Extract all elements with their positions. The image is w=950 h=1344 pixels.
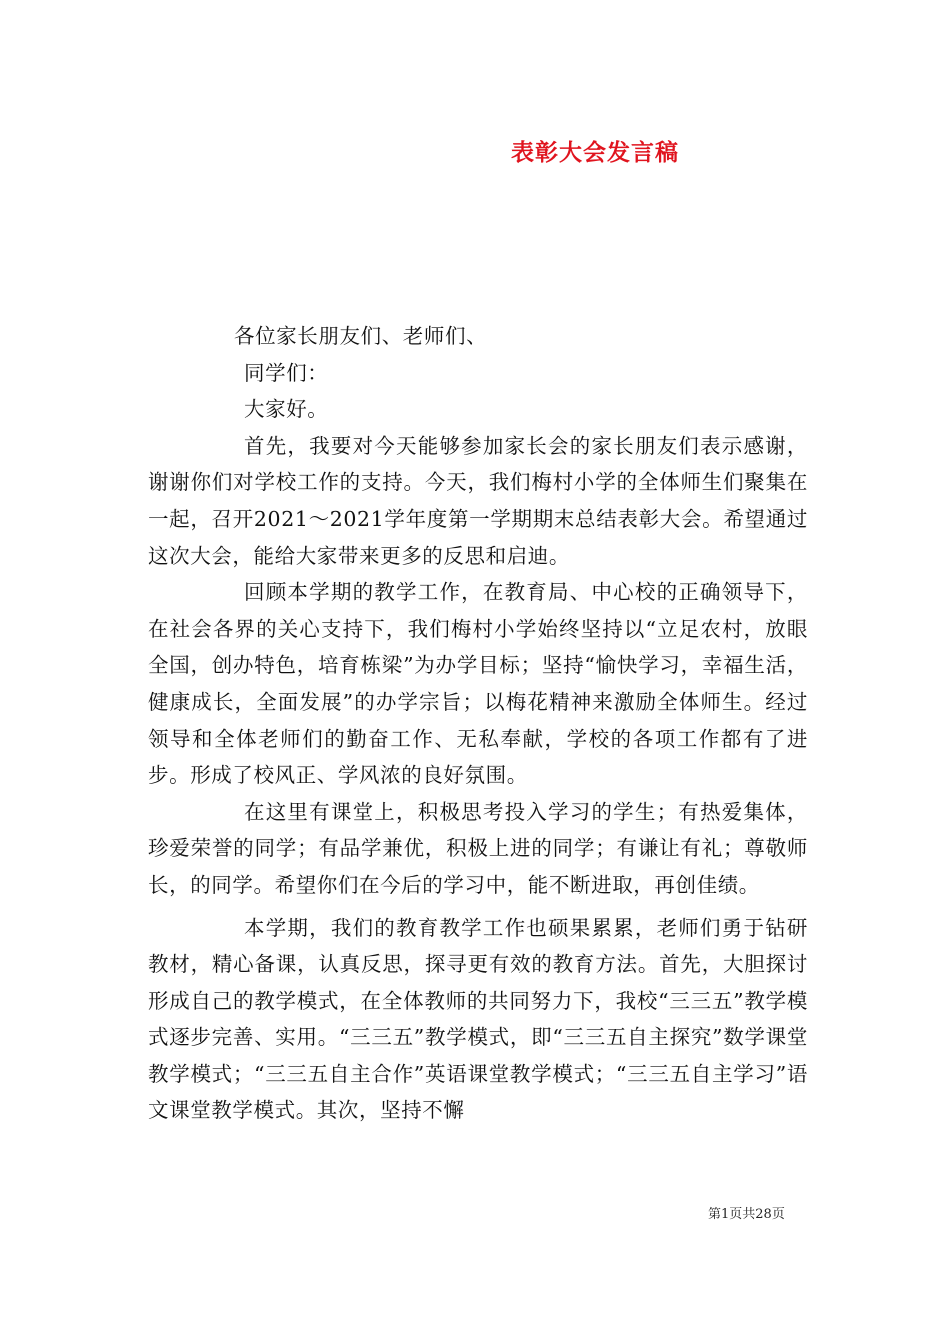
page-footer: 第1页共28页 (708, 1207, 785, 1222)
greeting-line: 大家好。 (244, 397, 329, 422)
paragraph: 回顾本学期的教学工作，在教育局、中心校的正确领导下，在社会各界的关心支持下，我们梅村小学始终坚持以“立足农村，放眼全国，创办特色，培育栋梁”为办学目标；坚持“愉快学习，幸福生活，健康成长，全面发展”的办学宗旨；以梅花精神来激励全体师生。经过领导和全体老师们的勤奋工作、无私奉献，学校的各项工作都有了进步。形成了校风正、学风浓的良好氛围。 (148, 580, 808, 788)
paragraph: 首先，我要对今天能够参加家长会的家长朋友们表示感谢，谢谢你们对学校工作的支持。今天，我们梅村小学的全体师生们聚集在一起，召开2021～2021学年度第一学期期末总结表彰大会。希望通过这次大会，能给大家带来更多的反思和启迪。 (148, 433, 808, 568)
document-body (148, 318, 808, 1129)
greeting-line: 同学们： (244, 360, 329, 385)
greeting-line: 各位家长朋友们、老师们、 (234, 324, 488, 348)
paragraph: 本学期，我们的教育教学工作也硕果累累，老师们勇于钻研教材，精心备课，认真反思，探寻更有效的教育方法。首先，大胆探讨形成自己的教学模式，在全体教师的共同努力下，我校“三三五”教学模式逐步完善、实用。“三三五”教学模式，即“三三五自主探究”数学课堂教学模式；“三三五自主合作”英语课堂教学模式；“三三五自主学习”语文课堂教学模式。其次，坚持不懈 (148, 915, 808, 1123)
document-title: 表彰大会发言稿 (511, 140, 679, 166)
paragraph: 在这里有课堂上，积极思考投入学习的学生；有热爱集体，珍爱荣誉的同学；有品学兼优，积极上进的同学；有谦让有礼；尊敬师长，的同学。希望你们在今后的学习中，能不断进取，再创佳绩。 (148, 799, 808, 897)
